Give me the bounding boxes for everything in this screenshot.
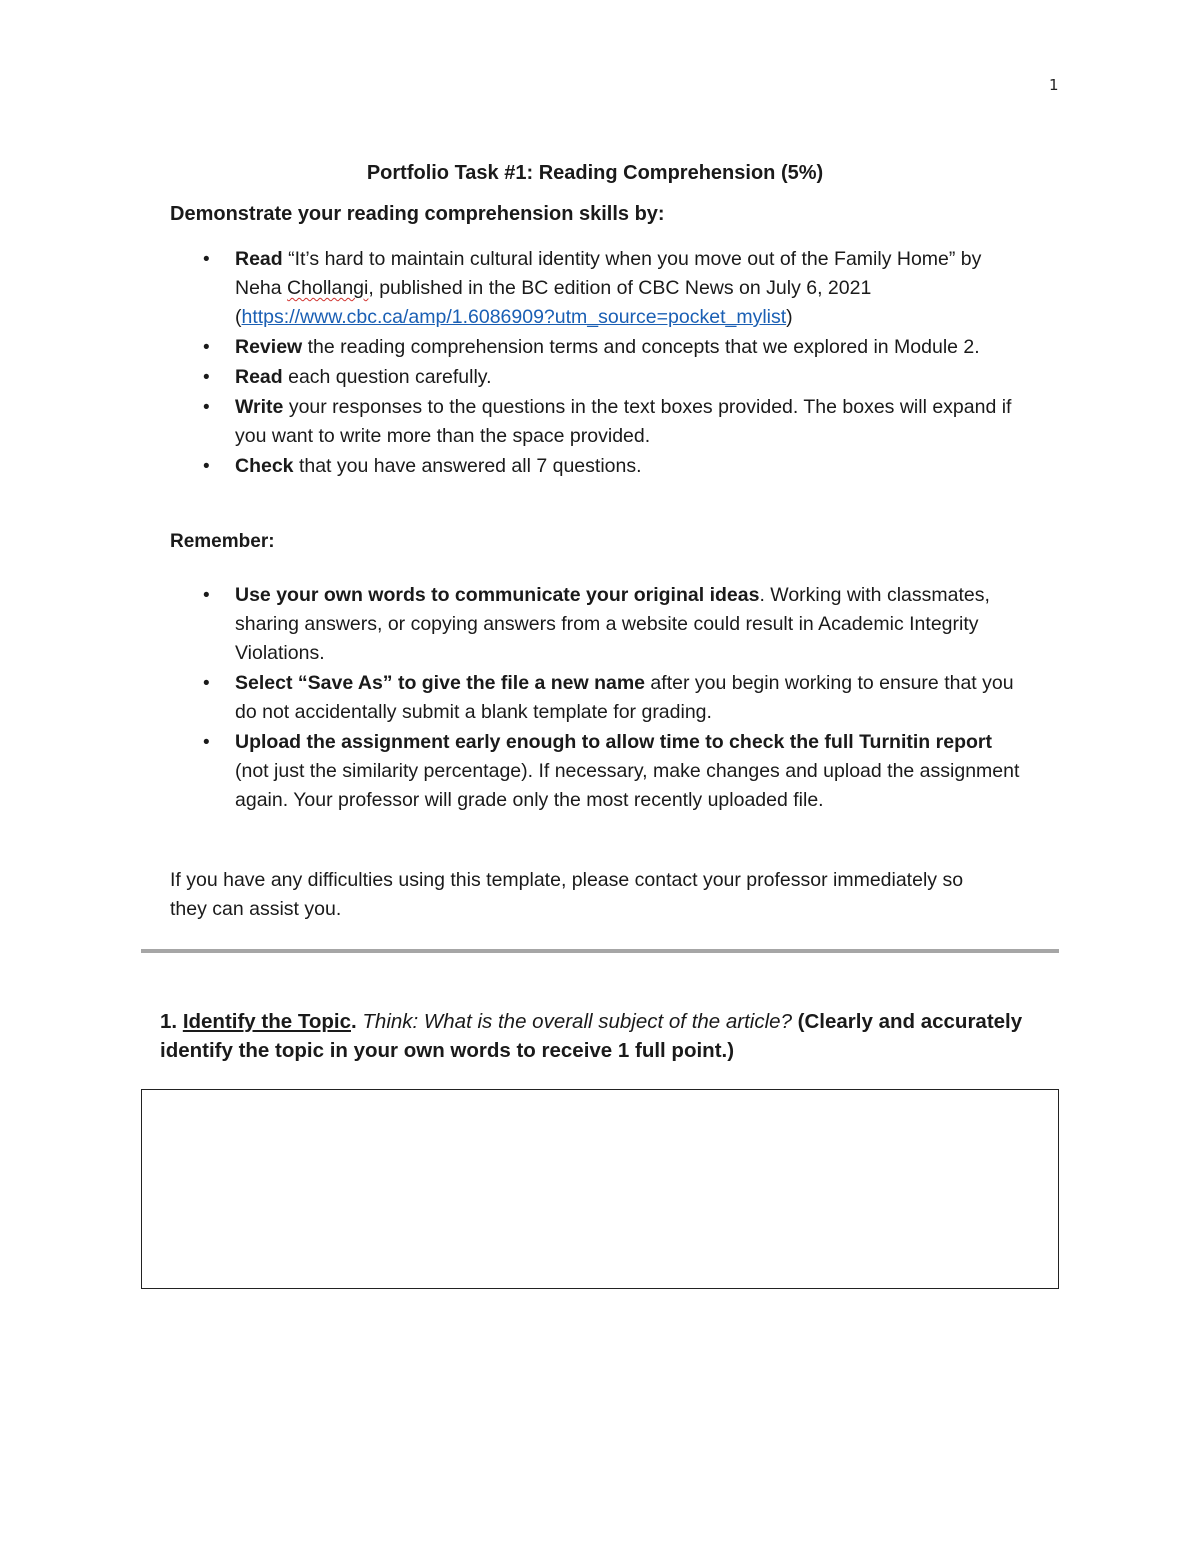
item-keyword: Select “Save As” to give the file a new name xyxy=(235,672,646,694)
item-text: the reading comprehension terms and concepts that we explored in Module 2. xyxy=(302,336,980,358)
item-text: each question carefully. xyxy=(282,366,492,388)
item-text: (not just the similarity percentage). If necessary, make changes and upload the assignment again. Your professor will grade only the most recently uploaded file. xyxy=(235,760,1020,811)
page-title: Portfolio Task #1: Reading Comprehension (5%) xyxy=(366,162,824,184)
author-surname: Chollangi xyxy=(287,277,369,299)
item-text: after you begin working to ensure that you do not accidentally submit a blank template for grading. xyxy=(235,672,1014,723)
question-topic: Identify the Topic xyxy=(182,1010,351,1033)
item-keyword: Read xyxy=(235,248,283,270)
article-link[interactable]: https://www.cbc.ca/amp/1.6086909?utm_source=pocket_mylist xyxy=(241,306,787,328)
item-keyword: Upload the assignment early enough to allow time to check the full Turnitin report xyxy=(235,731,992,753)
question-1-answer-input[interactable] xyxy=(142,1090,1058,1288)
item-text: that you have answered all 7 questions. xyxy=(293,455,642,477)
bullet-icon: • xyxy=(203,397,210,418)
item-keyword: Check xyxy=(235,455,294,477)
list-item xyxy=(200,393,1030,451)
instructions-heading: Demonstrate your reading comprehension skills by: xyxy=(170,203,665,225)
reminders-list xyxy=(200,581,1030,816)
item-keyword: Review xyxy=(235,336,303,358)
item-keyword: Write xyxy=(235,396,284,418)
item-text: “It’s hard to maintain cultural identity when you move out of the Family Home” by Neha xyxy=(235,248,982,299)
item-keyword: Use your own words to communicate your original ideas xyxy=(235,584,760,606)
question-1-prompt xyxy=(160,1007,1040,1065)
bullet-icon: • xyxy=(203,337,210,358)
list-item xyxy=(200,245,1030,332)
item-text: your responses to the questions in the text boxes provided. The boxes will expand if you want to write more than the space provided. xyxy=(235,396,1012,447)
section-divider xyxy=(141,949,1059,953)
bullet-icon: • xyxy=(203,367,210,388)
question-number: 1. xyxy=(160,1010,178,1033)
question-1-answer-box[interactable] xyxy=(141,1089,1059,1289)
remember-heading: Remember: xyxy=(170,531,275,552)
bullet-icon: • xyxy=(203,249,210,270)
item-keyword: Read xyxy=(235,366,283,388)
list-item xyxy=(200,363,1030,392)
instructions-list xyxy=(200,245,1030,482)
list-item xyxy=(200,728,1030,815)
bullet-icon: • xyxy=(203,732,210,753)
bullet-icon: • xyxy=(203,456,210,477)
page-number: 1 xyxy=(1049,76,1059,94)
item-text: ) xyxy=(786,306,793,328)
list-item xyxy=(200,581,1030,668)
question-criteria: (Clearly and accurately identify the topic in your own words to receive 1 full point.) xyxy=(160,1010,1023,1062)
question-period: . xyxy=(351,1010,357,1033)
list-item xyxy=(200,669,1030,727)
bullet-icon: • xyxy=(203,585,210,606)
list-item xyxy=(200,333,1030,362)
closing-note: If you have any difficulties using this template, please contact your professor immediately so they can assist you. xyxy=(170,869,964,920)
bullet-icon: • xyxy=(203,673,210,694)
question-think: Think: What is the overall subject of the article? xyxy=(362,1010,792,1033)
item-text: , published in the BC edition of CBC News on July 6, 2021 ( xyxy=(235,277,872,328)
item-text: . Working with classmates, sharing answers, or copying answers from a website could result in Academic Integrity Violations. xyxy=(235,584,990,664)
list-item xyxy=(200,452,1030,481)
